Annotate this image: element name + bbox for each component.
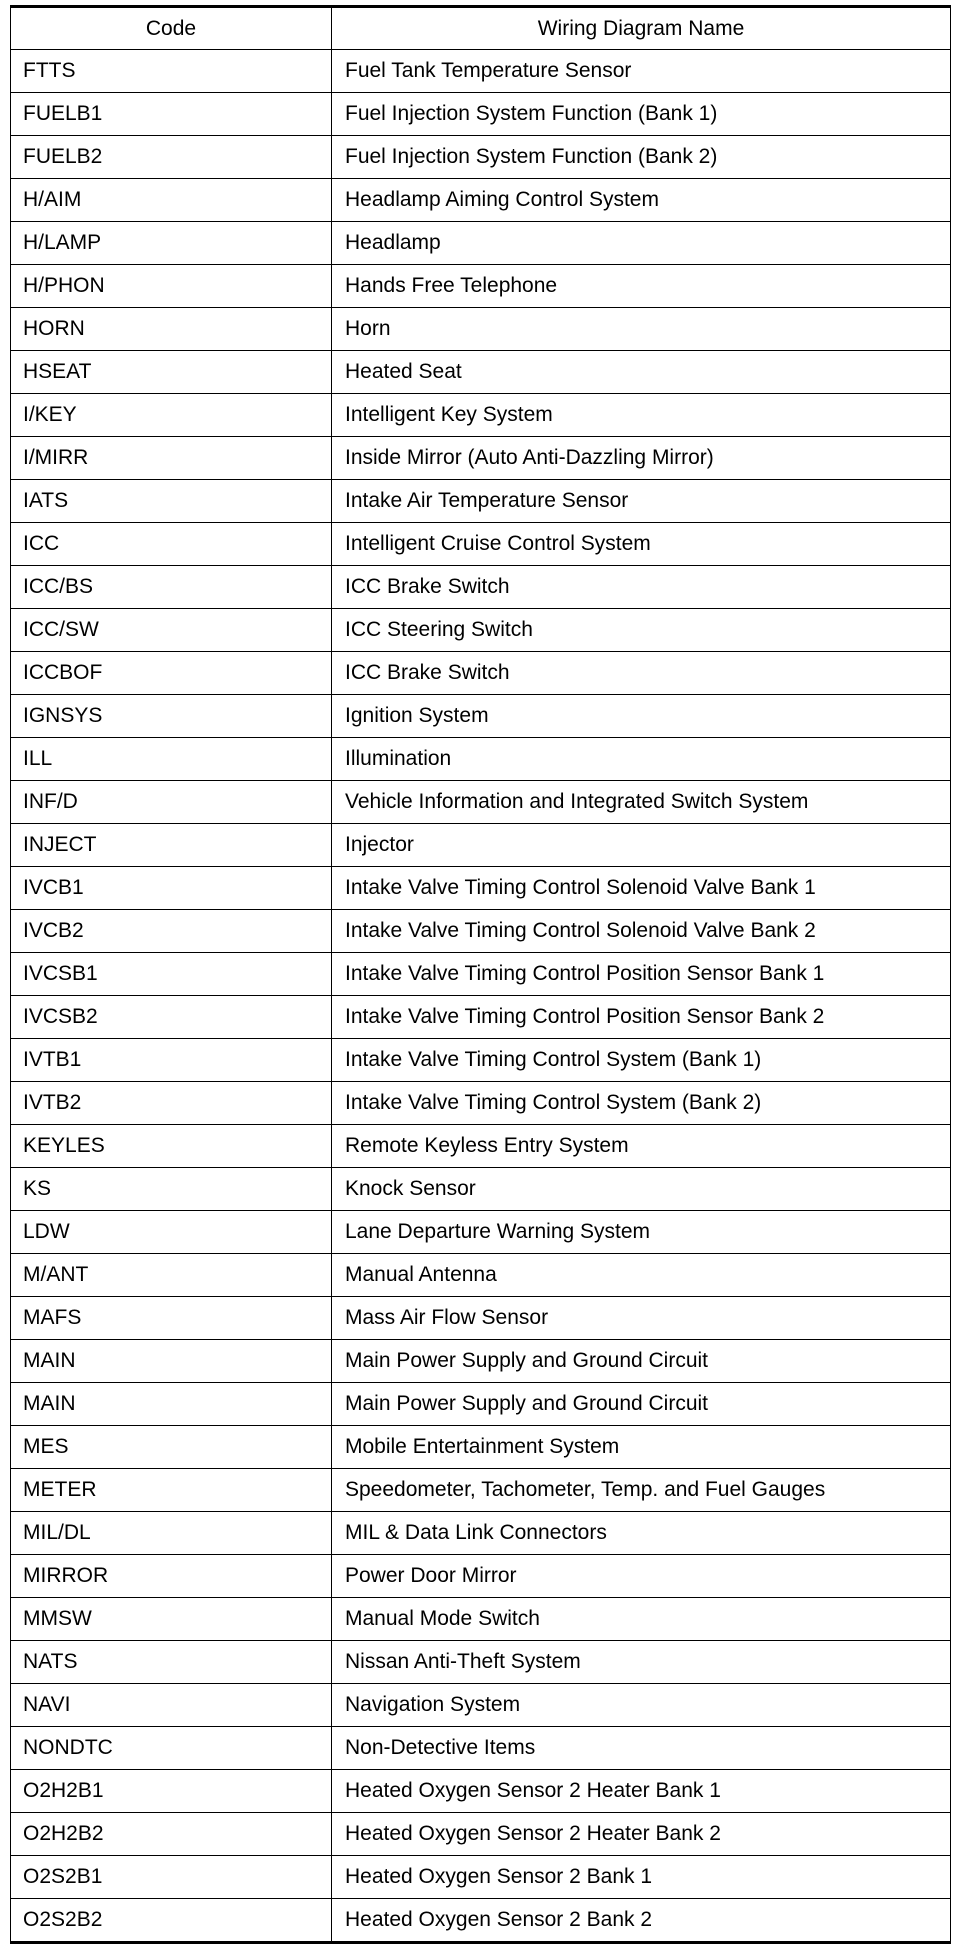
table-row bbox=[11, 351, 951, 394]
wiring-diagram-name-cell: Fuel Tank Temperature Sensor bbox=[332, 50, 951, 93]
wiring-diagram-table bbox=[10, 5, 951, 1944]
wiring-diagram-name-cell: Intake Valve Timing Control Solenoid Valve Bank 1 bbox=[332, 867, 951, 910]
table-row bbox=[11, 1684, 951, 1727]
table-row bbox=[11, 394, 951, 437]
code-cell: MAFS bbox=[11, 1297, 332, 1340]
table-row bbox=[11, 1555, 951, 1598]
table-row bbox=[11, 867, 951, 910]
code-cell: INF/D bbox=[11, 781, 332, 824]
code-cell: HSEAT bbox=[11, 351, 332, 394]
code-cell: O2S2B2 bbox=[11, 1899, 332, 1943]
table-row bbox=[11, 1297, 951, 1340]
code-cell: FTTS bbox=[11, 50, 332, 93]
code-cell: INJECT bbox=[11, 824, 332, 867]
wiring-diagram-name-cell: Illumination bbox=[332, 738, 951, 781]
table-row bbox=[11, 1727, 951, 1770]
table-row bbox=[11, 1340, 951, 1383]
table-row bbox=[11, 480, 951, 523]
code-cell: ICC bbox=[11, 523, 332, 566]
table-row bbox=[11, 996, 951, 1039]
wiring-diagram-name-cell: Main Power Supply and Ground Circuit bbox=[332, 1340, 951, 1383]
wiring-diagram-name-cell: Heated Oxygen Sensor 2 Bank 2 bbox=[332, 1899, 951, 1943]
table-row bbox=[11, 738, 951, 781]
wiring-diagram-name-cell: Navigation System bbox=[332, 1684, 951, 1727]
table-row bbox=[11, 1856, 951, 1899]
wiring-diagram-name-cell: Power Door Mirror bbox=[332, 1555, 951, 1598]
code-cell: KS bbox=[11, 1168, 332, 1211]
table-row bbox=[11, 222, 951, 265]
wiring-diagram-name-cell: Intelligent Key System bbox=[332, 394, 951, 437]
table-row bbox=[11, 953, 951, 996]
wiring-diagram-name-cell: Lane Departure Warning System bbox=[332, 1211, 951, 1254]
column-header-wiring-diagram-name: Wiring Diagram Name bbox=[332, 7, 951, 50]
wiring-diagram-name-cell: Main Power Supply and Ground Circuit bbox=[332, 1383, 951, 1426]
wiring-diagram-name-cell: Intake Valve Timing Control Position Sensor Bank 2 bbox=[332, 996, 951, 1039]
wiring-diagram-name-cell: ICC Brake Switch bbox=[332, 652, 951, 695]
table-row bbox=[11, 566, 951, 609]
wiring-diagram-name-cell: Speedometer, Tachometer, Temp. and Fuel Gauges bbox=[332, 1469, 951, 1512]
wiring-diagram-name-cell: Horn bbox=[332, 308, 951, 351]
code-cell: M/ANT bbox=[11, 1254, 332, 1297]
code-cell: I/KEY bbox=[11, 394, 332, 437]
wiring-diagram-name-cell: Fuel Injection System Function (Bank 1) bbox=[332, 93, 951, 136]
code-cell: IATS bbox=[11, 480, 332, 523]
table-row bbox=[11, 1598, 951, 1641]
wiring-diagram-name-cell: Mass Air Flow Sensor bbox=[332, 1297, 951, 1340]
wiring-diagram-name-cell: Intake Air Temperature Sensor bbox=[332, 480, 951, 523]
code-cell: NATS bbox=[11, 1641, 332, 1684]
table-row bbox=[11, 910, 951, 953]
table-row bbox=[11, 1426, 951, 1469]
table-row bbox=[11, 308, 951, 351]
wiring-diagram-name-cell: Intake Valve Timing Control System (Bank 2) bbox=[332, 1082, 951, 1125]
table-row bbox=[11, 1125, 951, 1168]
wiring-diagram-name-cell: Manual Antenna bbox=[332, 1254, 951, 1297]
wiring-diagram-name-cell: ICC Brake Switch bbox=[332, 566, 951, 609]
code-cell: H/PHON bbox=[11, 265, 332, 308]
table-row bbox=[11, 1641, 951, 1684]
table-row bbox=[11, 1770, 951, 1813]
wiring-diagram-name-cell: Intake Valve Timing Control System (Bank 1) bbox=[332, 1039, 951, 1082]
wiring-diagram-name-cell: Injector bbox=[332, 824, 951, 867]
table-row bbox=[11, 1082, 951, 1125]
table-row bbox=[11, 781, 951, 824]
table-row bbox=[11, 824, 951, 867]
code-cell: ICCBOF bbox=[11, 652, 332, 695]
code-cell: ICC/BS bbox=[11, 566, 332, 609]
wiring-diagram-name-cell: Nissan Anti-Theft System bbox=[332, 1641, 951, 1684]
wiring-diagram-name-cell: Non-Detective Items bbox=[332, 1727, 951, 1770]
wiring-diagram-name-cell: ICC Steering Switch bbox=[332, 609, 951, 652]
table-row bbox=[11, 179, 951, 222]
code-cell: H/LAMP bbox=[11, 222, 332, 265]
wiring-diagram-name-cell: Mobile Entertainment System bbox=[332, 1426, 951, 1469]
code-cell: ICC/SW bbox=[11, 609, 332, 652]
code-cell: NONDTC bbox=[11, 1727, 332, 1770]
table-row bbox=[11, 1211, 951, 1254]
table-row bbox=[11, 652, 951, 695]
table-row bbox=[11, 1813, 951, 1856]
code-cell: MES bbox=[11, 1426, 332, 1469]
code-cell: IVTB1 bbox=[11, 1039, 332, 1082]
code-cell: LDW bbox=[11, 1211, 332, 1254]
code-cell: H/AIM bbox=[11, 179, 332, 222]
table-row bbox=[11, 437, 951, 480]
table-row bbox=[11, 1168, 951, 1211]
code-cell: O2S2B1 bbox=[11, 1856, 332, 1899]
code-cell: FUELB1 bbox=[11, 93, 332, 136]
wiring-diagram-name-cell: MIL & Data Link Connectors bbox=[332, 1512, 951, 1555]
code-cell: METER bbox=[11, 1469, 332, 1512]
wiring-diagram-name-cell: Hands Free Telephone bbox=[332, 265, 951, 308]
code-cell: I/MIRR bbox=[11, 437, 332, 480]
table-row bbox=[11, 1512, 951, 1555]
wiring-diagram-name-cell: Heated Oxygen Sensor 2 Bank 1 bbox=[332, 1856, 951, 1899]
code-cell: ILL bbox=[11, 738, 332, 781]
code-cell: IVCB2 bbox=[11, 910, 332, 953]
code-cell: IVCSB1 bbox=[11, 953, 332, 996]
column-header-code: Code bbox=[11, 7, 332, 50]
code-cell: NAVI bbox=[11, 1684, 332, 1727]
code-cell: IVCB1 bbox=[11, 867, 332, 910]
table-row bbox=[11, 1899, 951, 1943]
code-cell: IVCSB2 bbox=[11, 996, 332, 1039]
wiring-diagram-name-cell: Headlamp bbox=[332, 222, 951, 265]
wiring-diagram-name-cell: Remote Keyless Entry System bbox=[332, 1125, 951, 1168]
table-body bbox=[11, 50, 951, 1943]
table-row bbox=[11, 265, 951, 308]
code-cell: HORN bbox=[11, 308, 332, 351]
table-row bbox=[11, 609, 951, 652]
wiring-diagram-name-cell: Intelligent Cruise Control System bbox=[332, 523, 951, 566]
table-row bbox=[11, 523, 951, 566]
table-row bbox=[11, 136, 951, 179]
wiring-diagram-name-cell: Heated Seat bbox=[332, 351, 951, 394]
wiring-diagram-name-cell: Ignition System bbox=[332, 695, 951, 738]
code-cell: MIL/DL bbox=[11, 1512, 332, 1555]
code-cell: KEYLES bbox=[11, 1125, 332, 1168]
wiring-diagram-name-cell: Manual Mode Switch bbox=[332, 1598, 951, 1641]
code-cell: O2H2B1 bbox=[11, 1770, 332, 1813]
table-row bbox=[11, 93, 951, 136]
table-row bbox=[11, 695, 951, 738]
code-cell: IVTB2 bbox=[11, 1082, 332, 1125]
code-cell: FUELB2 bbox=[11, 136, 332, 179]
code-cell: MAIN bbox=[11, 1340, 332, 1383]
table-row bbox=[11, 1469, 951, 1512]
wiring-diagram-name-cell: Intake Valve Timing Control Solenoid Valve Bank 2 bbox=[332, 910, 951, 953]
table-row bbox=[11, 1383, 951, 1426]
wiring-diagram-name-cell: Inside Mirror (Auto Anti-Dazzling Mirror) bbox=[332, 437, 951, 480]
table-row bbox=[11, 50, 951, 93]
wiring-diagram-name-cell: Heated Oxygen Sensor 2 Heater Bank 1 bbox=[332, 1770, 951, 1813]
table-header-row bbox=[11, 7, 951, 50]
wiring-diagram-table-container bbox=[10, 5, 950, 1944]
wiring-diagram-name-cell: Headlamp Aiming Control System bbox=[332, 179, 951, 222]
table-row bbox=[11, 1254, 951, 1297]
code-cell: O2H2B2 bbox=[11, 1813, 332, 1856]
code-cell: IGNSYS bbox=[11, 695, 332, 738]
code-cell: MAIN bbox=[11, 1383, 332, 1426]
wiring-diagram-name-cell: Fuel Injection System Function (Bank 2) bbox=[332, 136, 951, 179]
wiring-diagram-name-cell: Vehicle Information and Integrated Switch System bbox=[332, 781, 951, 824]
table-row bbox=[11, 1039, 951, 1082]
wiring-diagram-name-cell: Heated Oxygen Sensor 2 Heater Bank 2 bbox=[332, 1813, 951, 1856]
wiring-diagram-name-cell: Intake Valve Timing Control Position Sensor Bank 1 bbox=[332, 953, 951, 996]
wiring-diagram-name-cell: Knock Sensor bbox=[332, 1168, 951, 1211]
code-cell: MIRROR bbox=[11, 1555, 332, 1598]
code-cell: MMSW bbox=[11, 1598, 332, 1641]
